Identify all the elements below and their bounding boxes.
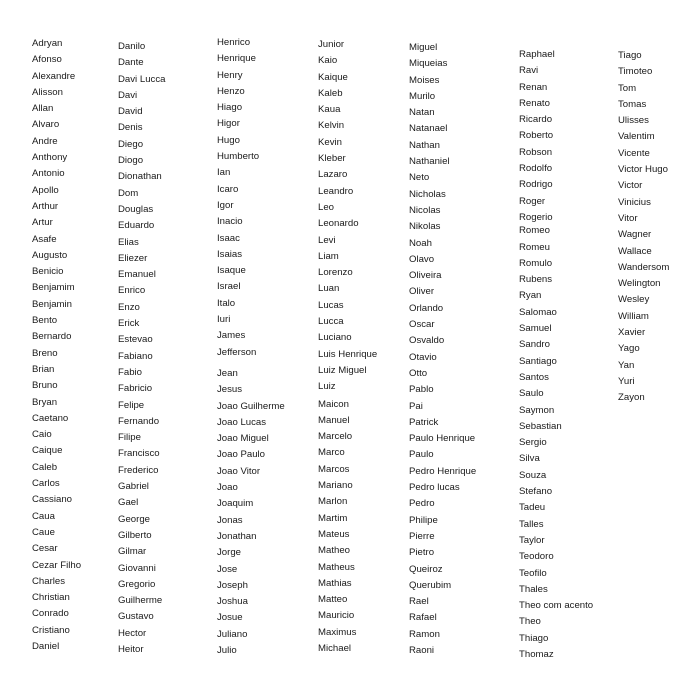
name-entry: Valentim [618,131,655,143]
name-entry: Hugo [217,134,240,146]
name-entry: Oscar [409,319,435,331]
name-entry: Lorenzo [318,267,353,279]
name-entry: Josue [217,612,243,624]
name-entry: Taylor [519,534,545,546]
name-entry: Tom [618,82,637,94]
name-entry: Paulo Henrique [409,433,476,445]
name-entry: Eduardo [118,220,155,232]
name-entry: Ulisses [618,115,649,127]
name-entry: Matheus [318,561,355,573]
name-entry: Rogerio [519,211,553,223]
name-entry: Zayon [618,392,645,404]
name-entry: Henry [217,69,243,81]
name-entry: Henzo [217,85,245,97]
name-entry: Julio [217,644,237,656]
name-entry: Kevin [318,136,342,148]
name-entry: Nikolas [409,221,441,233]
name-entry: Wagner [618,229,652,241]
name-entry: Leandro [318,185,354,197]
name-entry: Italo [217,297,236,309]
name-entry: Gael [118,497,139,509]
name-entry: Oliveira [409,270,442,282]
name-entry: Maicon [318,398,349,410]
name-entry: Liam [318,250,339,262]
name-entry: Tiago [618,50,642,61]
name-entry: Tomas [618,98,647,110]
name-entry: Jean [217,367,238,379]
name-entry: Matheo [318,545,350,557]
name-entry: Thales [519,583,548,595]
name-entry: Cassiano [32,494,72,506]
name-entry: Theo [519,616,541,628]
name-entry: Ramon [409,628,440,640]
name-entry: Santos [519,371,549,383]
name-entry: Isaque [217,265,246,277]
name-entry: Caua [32,510,55,522]
name-entry: Timoteo [618,66,653,78]
name-entry: Miguel [409,42,438,53]
name-entry: Benjamin [32,298,72,310]
name-entry: Pedro Henrique [409,465,477,477]
name-entry: Jonas [217,514,243,526]
name-entry: Davi Lucca [118,73,166,85]
name-entry: Renan [519,81,548,93]
name-entry: Marcos [318,463,350,475]
name-entry: Levi [318,234,336,246]
name-entry: Jorge [217,547,241,559]
name-entry: Pedro lucas [409,482,460,494]
name-entry: Benicio [32,266,64,278]
name-entry: Kleber [318,153,346,165]
name-entry: Vitor [618,212,638,224]
name-column-1 [32,36,132,655]
name-entry: Marlon [318,496,348,508]
name-entry: Joaquim [217,498,254,510]
name-entry: Erick [118,318,140,330]
name-entry: Breno [32,347,58,359]
name-entry: Sandro [519,339,550,351]
name-entry: Bruno [32,380,58,392]
name-entry: Estevao [118,334,153,346]
name-entry: Dionathan [118,171,162,183]
name-entry: Douglas [118,203,154,215]
name-entry: Alexandre [32,70,76,82]
name-entry: Samuel [519,323,552,335]
name-entry: David [118,106,143,118]
name-entry: Renato [519,97,550,109]
name-entry: Michael [318,642,352,654]
name-entry: Yago [618,343,640,355]
name-entry: Murilo [409,90,436,102]
name-entry: Juliano [217,628,248,640]
name-entry: Caleb [32,461,58,473]
name-column-7 [618,48,700,407]
name-entry: Diogo [118,155,144,167]
name-entry: Joao Vitor [217,465,261,477]
name-column-3 [217,35,317,654]
name-entry: Robson [519,146,553,158]
name-entry: Cezar Filho [32,559,82,571]
name-entry: Thiago [519,632,549,644]
name-entry: Fabio [118,366,142,378]
name-entry: Gustavo [118,611,154,623]
name-entry: Gregorio [118,578,156,590]
name-entry: Iuri [217,314,231,326]
name-entry: Carlos [32,478,60,490]
name-entry: Otto [409,367,428,379]
name-entry: Rodrigo [519,179,553,191]
name-entry: Filipe [118,432,141,444]
name-column-2 [118,39,218,658]
name-entry: Andre [32,135,58,147]
name-entry: Teofilo [519,567,547,579]
name-entry: Ian [217,167,231,179]
name-entry: Diego [118,138,144,150]
name-entry: Inacio [217,216,243,228]
name-entry: Daniel [32,640,60,652]
name-entry: Rafael [409,612,437,624]
name-entry: Hector [118,627,147,639]
name-entry: Romeo [519,225,550,237]
name-entry: Caio [32,429,52,441]
name-entry: Patrick [409,416,439,428]
name-entry: Yuri [618,375,635,387]
name-entry: Romulo [519,257,553,269]
name-entry: Allan [32,103,54,115]
name-entry: Jonathan [217,530,257,542]
name-entry: Junior [318,39,345,50]
name-entry: Kaua [318,104,341,116]
name-entry: Enrico [118,285,146,297]
name-entry: Felipe [118,399,145,411]
name-entry: Pai [409,400,423,412]
name-entry: Salomao [519,306,557,318]
name-entry: Joseph [217,579,248,591]
name-entry: Kaleb [318,87,343,99]
name-entry: Stefano [519,486,553,498]
name-entry: Luiz [318,381,336,393]
name-entry: Anthony [32,152,68,164]
name-entry: Moises [409,74,440,86]
name-entry: Benjamim [32,282,75,294]
name-entry: Fernando [118,415,160,427]
name-entry: Roberto [519,130,554,142]
name-entry: Elias [118,236,139,248]
name-entry: Joao Miguel [217,433,269,445]
name-entry: Charles [32,575,66,587]
name-entry: Joao Guilherme [217,400,285,412]
name-entry: Heitor [118,643,144,655]
name-entry: Natan [409,107,435,119]
name-entry: Vicente [618,147,650,159]
name-column-4 [318,37,418,656]
name-entry: Pedro [409,498,435,510]
name-entry: Joao Paulo [217,449,266,461]
name-entry: Pietro [409,547,435,559]
name-entry: Luis Henrique [318,348,378,360]
name-entry: Alvaro [32,119,60,131]
name-entry: Wesley [618,294,650,306]
name-entry: Fabricio [118,383,153,395]
name-entry: Queiroz [409,563,443,575]
name-entry: Rubens [519,274,553,286]
name-entry: Ryan [519,290,542,302]
name-entry: Lucas [318,299,344,311]
name-entry: Denis [118,122,143,134]
name-entry: Bento [32,315,58,327]
name-entry: Miqueias [409,58,448,70]
name-entry: Jose [217,563,238,575]
name-entry: Lucca [318,316,344,328]
name-entry: Caue [32,526,55,538]
name-entry: Frederico [118,464,159,476]
name-entry: Oliver [409,286,435,298]
name-entry: William [618,310,649,322]
name-entry: Sergio [519,437,547,449]
name-entry: Fabiano [118,350,153,362]
name-entry: Yan [618,359,635,371]
name-entry: Welington [618,278,661,290]
name-entry: Luan [318,283,340,295]
name-entry: Adryan [32,38,63,49]
name-entry: Henrique [217,53,256,65]
name-entry: Souza [519,469,547,481]
name-entry: Emanuel [118,269,156,281]
name-entry: Enzo [118,301,140,313]
name-entry: Nathaniel [409,156,450,168]
name-entry: Dante [118,57,144,69]
name-entry: Francisco [118,448,160,460]
name-entry: Jefferson [217,346,257,358]
name-entry: Augusto [32,249,68,261]
name-entry: Luiz Miguel [318,364,367,376]
name-entry: Mariano [318,480,353,492]
name-entry: Tadeu [519,502,546,514]
name-entry: Caique [32,445,63,457]
name-entry: Nicholas [409,188,446,200]
name-entry: James [217,330,246,342]
name-entry: Hiago [217,102,243,114]
name-entry: Pablo [409,384,434,396]
name-entry: Kaio [318,55,338,67]
name-entry: Otavio [409,351,437,363]
name-entry: Mateus [318,528,350,540]
name-entry: Rael [409,596,429,608]
name-entry: Victor Hugo [618,164,668,176]
name-entry: Caetano [32,412,69,424]
name-entry: Joao [217,482,238,494]
name-entry: Victor [618,180,643,192]
name-column-6 [519,47,619,666]
name-entry: Maximus [318,626,357,638]
name-entry: Nicolas [409,204,441,216]
name-entry: Pierre [409,530,435,542]
name-entry: Natanael [409,123,448,135]
name-entry: Antonio [32,168,65,180]
name-entry: Nathan [409,139,440,151]
name-entry: Leonardo [318,218,359,230]
name-entry: Asafe [32,233,57,245]
name-entry: Roger [519,195,546,207]
name-entry: Marcelo [318,431,353,443]
name-entry: Gilmar [118,546,147,558]
name-entry: Kaique [318,71,348,83]
name-entry: Jesus [217,384,243,396]
name-entry: Romeu [519,241,550,253]
name-entry: Marco [318,447,345,459]
name-entry: Davi [118,89,138,101]
name-entry: Christian [32,592,70,604]
name-entry: Apollo [32,184,59,196]
name-entry: Bryan [32,396,58,408]
name-entry: Silva [519,453,540,465]
name-entry: Orlando [409,302,444,314]
name-entry: Theo com acento [519,600,594,612]
name-entry: Kelvin [318,120,345,132]
name-entry: Paulo [409,449,434,461]
name-entry: Guilherme [118,595,163,607]
name-entry: Talles [519,518,544,530]
name-entry: Conrado [32,608,69,620]
name-entry: Artur [32,217,53,229]
name-entry: Vinicius [618,196,651,208]
name-entry: Cesar [32,543,58,555]
name-entry: Wallace [618,245,652,257]
name-entry: Humberto [217,151,260,163]
name-entry: Raphael [519,49,555,60]
name-entry: Mauricio [318,610,355,622]
name-entry: Eliezer [118,252,148,264]
name-entry: Ravi [519,65,539,77]
name-entry: Noah [409,237,432,249]
name-entry: Brian [32,363,55,375]
name-entry: Neto [409,172,430,184]
name-entry: Lazaro [318,169,348,181]
name-entry: Danilo [118,41,146,52]
name-entry: Joao Lucas [217,416,267,428]
name-entry: Ricardo [519,114,553,126]
name-entry: Thomaz [519,648,554,660]
name-entry: Mathias [318,577,352,589]
name-entry: Leo [318,201,335,213]
name-entry: Martim [318,512,348,524]
name-entry: Sebastian [519,420,562,432]
name-entry: Igor [217,199,234,211]
name-entry: Gilberto [118,529,152,541]
name-entry: Arthur [32,200,59,212]
name-entry: Saymon [519,404,555,416]
name-entry: Rodolfo [519,163,553,175]
name-entry: Afonso [32,54,62,66]
name-entry: Cristiano [32,624,70,636]
name-entry: Isaias [217,248,243,260]
name-entry: Joshua [217,596,248,608]
name-entry: Manuel [318,414,350,426]
name-entry: Santiago [519,355,557,367]
name-entry: Gabriel [118,481,149,493]
name-entry: Alisson [32,86,63,98]
name-entry: Olavo [409,253,435,265]
name-entry: Giovanni [118,562,156,574]
name-entry: Luciano [318,332,352,344]
name-entry: Saulo [519,388,544,400]
name-entry: Teodoro [519,551,554,563]
name-entry: Raoni [409,644,435,656]
name-entry: Isaac [217,232,240,244]
name-entry: Matteo [318,594,348,606]
name-entry: Querubim [409,579,452,591]
name-entry: Xavier [618,327,646,339]
name-entry: Wandersom [618,261,670,273]
name-entry: Israel [217,281,241,293]
name-entry: Bernardo [32,331,72,343]
name-entry: George [118,513,150,525]
name-entry: Osvaldo [409,335,445,347]
name-entry: Icaro [217,183,239,195]
name-entry: Dom [118,187,139,199]
name-entry: Higor [217,118,240,130]
name-column-5 [409,40,509,659]
name-entry: Philipe [409,514,438,526]
name-entry: Henrico [217,37,251,48]
